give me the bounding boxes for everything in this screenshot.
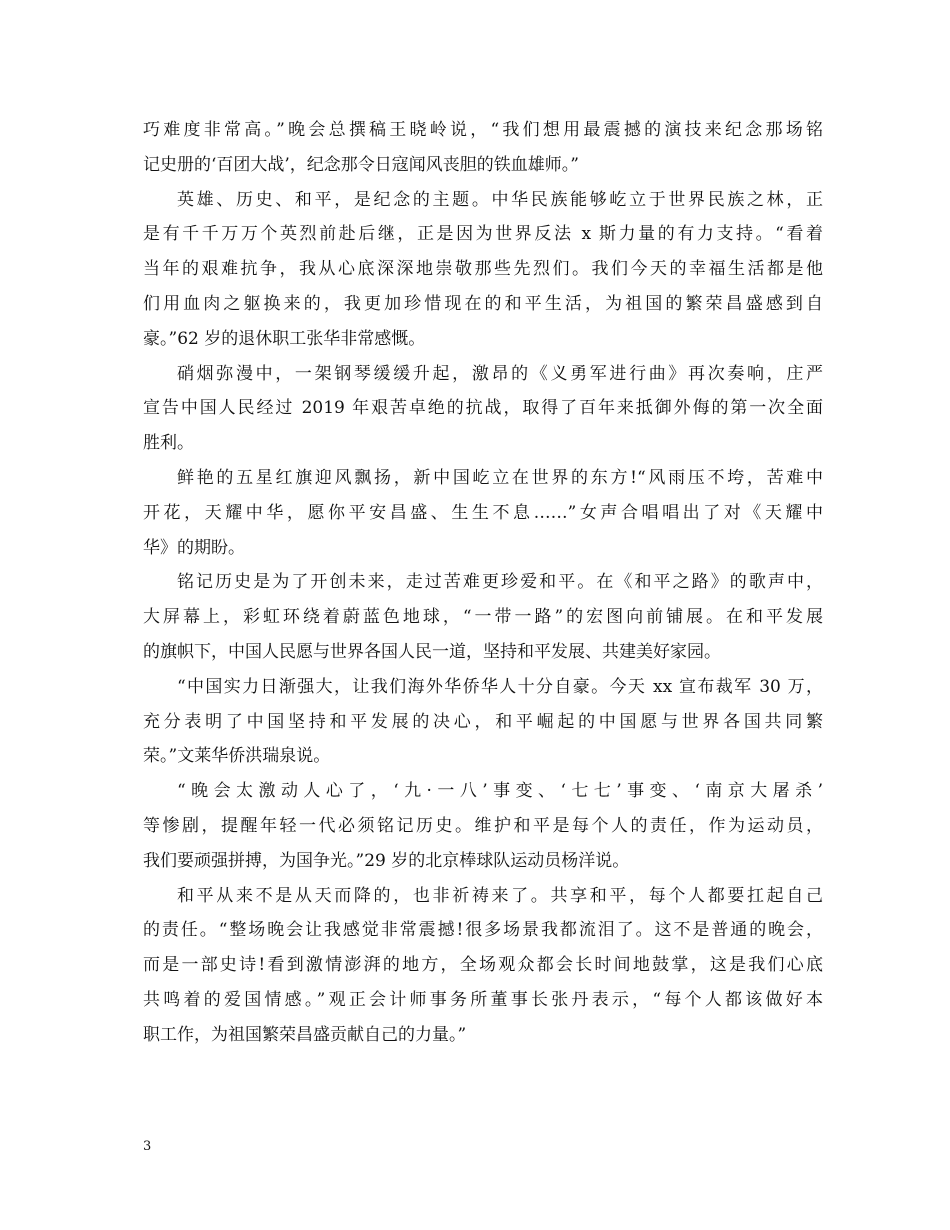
text-line: 等惨剧，提醒年轻一代必须铭记历史。维护和平是每个人的责任，作为运动员， xyxy=(143,815,823,836)
text-line: 豪。”62 岁的退休职工张华非常感慨。 xyxy=(143,328,426,349)
text-line: 大屏幕上，彩虹环绕着蔚蓝色地球，“一带一路”的宏图向前铺展。在和平发展 xyxy=(143,607,823,628)
text-line: 英雄、历史、和平，是纪念的主题。中华民族能够屹立于世界民族之林，正 xyxy=(177,189,823,210)
text-line: 共鸣着的爱国情感。”观正会计师事务所董事长张丹表示，“每个人都该做好本 xyxy=(143,989,823,1010)
text-line: “中国实力日渐强大，让我们海外华侨华人十分自豪。今天 xx 宣布裁军 30 万， xyxy=(177,676,823,697)
text-line: 的旗帜下，中国人民愿与世界各国人民一道，坚持和平发展、共建美好家园。 xyxy=(143,641,721,662)
document-body xyxy=(143,113,823,1053)
text-line: 充分表明了中国坚持和平发展的决心，和平崛起的中国愿与世界各国共同繁 xyxy=(143,711,823,732)
text-line: 我们要顽强拼搏，为国争光。”29 岁的北京棒球队运动员杨洋说。 xyxy=(143,850,630,871)
text-line: 胜利。 xyxy=(143,433,194,454)
text-line: 华》的期盼。 xyxy=(143,537,245,558)
text-line: 巧难度非常高。”晚会总撰稿王晓岭说，“我们想用最震撼的演技来纪念那场铭 xyxy=(143,120,823,140)
page-number: 3 xyxy=(143,1139,152,1154)
text-line: 是有千千万万个英烈前赴后继，正是因为世界反法 x 斯力量的有力支持。“看着 xyxy=(143,224,823,245)
text-line: 而是一部史诗!看到激情澎湃的地方，全场观众都会长时间地鼓掌，这是我们心底 xyxy=(143,955,823,976)
text-line: 当年的艰难抗争，我从心底深深地崇敬那些先烈们。我们今天的幸福生活都是他 xyxy=(143,259,823,280)
text-line: 铭记历史是为了开创未来，走过苦难更珍爱和平。在《和平之路》的歌声中， xyxy=(177,572,823,593)
text-line: 的责任。“整场晚会让我感觉非常震撼!很多场景我都流泪了。这不是普通的晚会， xyxy=(143,920,823,941)
text-line: 宣告中国人民经过 2019 年艰苦卓绝的抗战，取得了百年来抵御外侮的第一次全面 xyxy=(143,398,823,419)
text-line: 硝烟弥漫中，一架钢琴缓缓升起，激昂的《义勇军进行曲》再次奏响，庄严 xyxy=(177,363,823,384)
text-line: 鲜艳的五星红旗迎风飘扬，新中国屹立在世界的东方!“风雨压不垮，苦难中 xyxy=(177,467,823,488)
text-line: 开花，天耀中华，愿你平安昌盛、生生不息……”女声合唱唱出了对《天耀中 xyxy=(143,502,823,523)
text-line: 们用血肉之躯换来的，我更加珍惜现在的和平生活，为祖国的繁荣昌盛感到自 xyxy=(143,293,823,314)
text-line: 记史册的‘百团大战’，纪念那令日寇闻风丧胆的铁血雄师。” xyxy=(143,154,579,175)
text-line: 和平从来不是从天而降的，也非祈祷来了。共享和平，每个人都要扛起自己 xyxy=(177,885,823,906)
text-line: “晚会太激动人心了，‘九·一八’事变、‘七七’事变、‘南京大屠杀’ xyxy=(177,781,823,802)
text-line: 荣。”文莱华侨洪瑞泉说。 xyxy=(143,746,331,767)
text-line: 职工作，为祖国繁荣昌盛贡献自己的力量。” xyxy=(143,1024,467,1045)
